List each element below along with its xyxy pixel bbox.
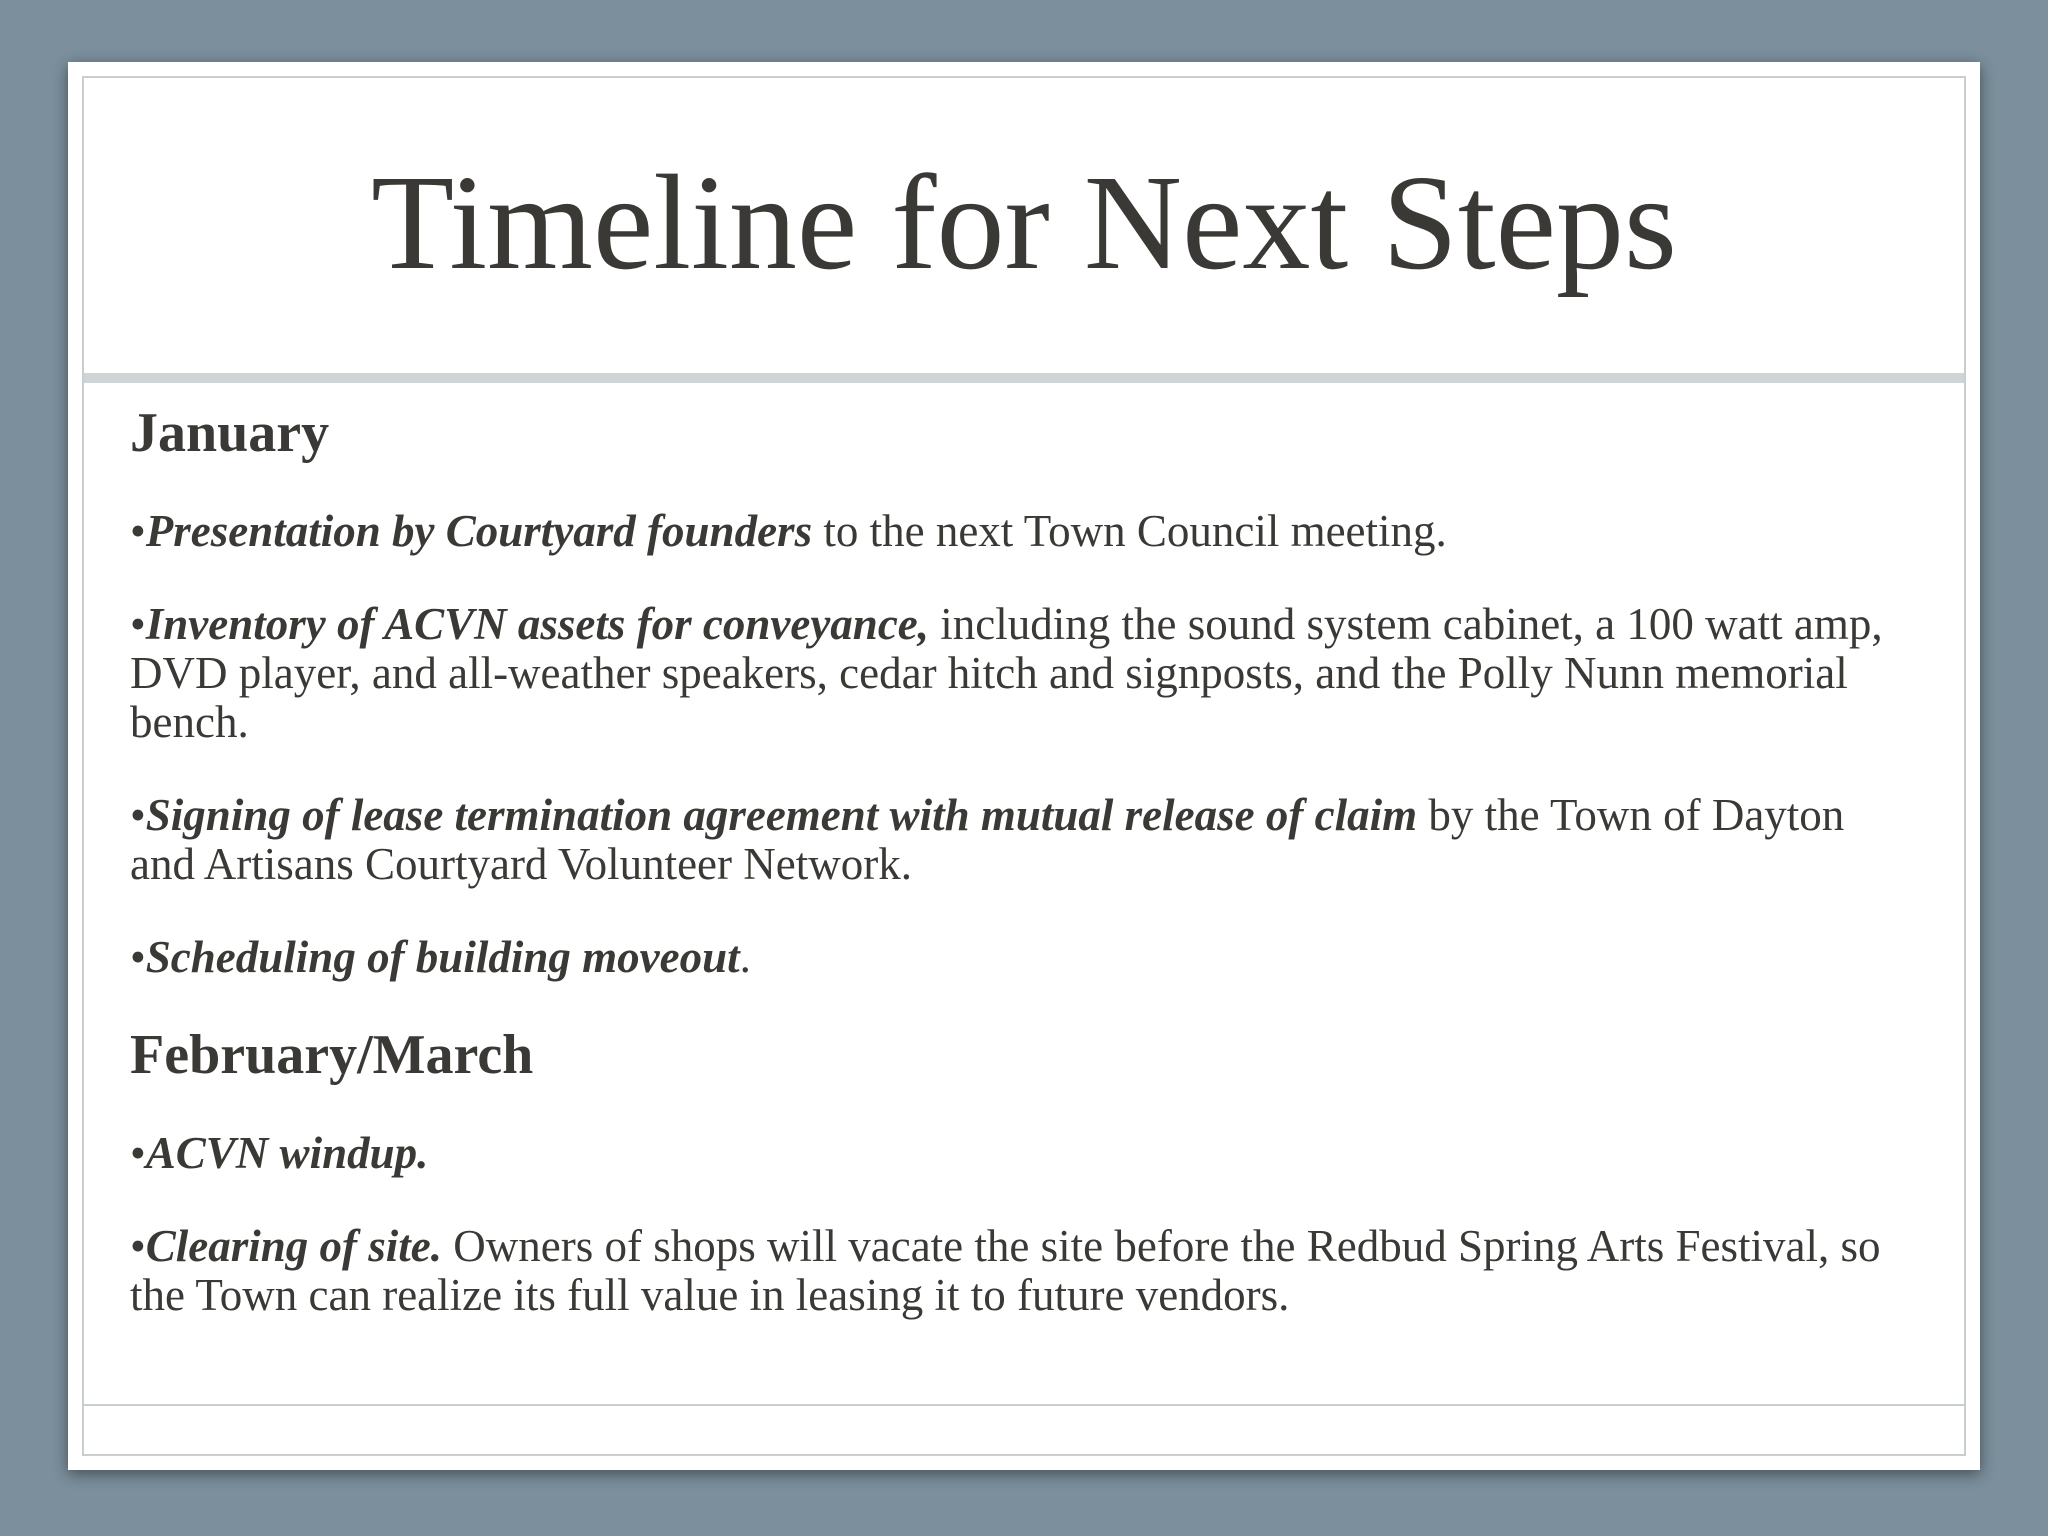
list-item	[130, 600, 1920, 747]
title-divider	[84, 373, 1964, 383]
list-item	[130, 1222, 1920, 1320]
slide	[68, 62, 1980, 1470]
bullet: •	[130, 506, 146, 557]
bullet: •	[130, 1128, 146, 1179]
item-text: .	[739, 932, 751, 983]
item-emphasis: Scheduling of building moveout	[145, 932, 740, 983]
item-emphasis: Presentation by Courtyard founders	[145, 506, 813, 557]
list-item	[130, 507, 1920, 556]
slide-body	[130, 400, 1920, 1320]
list-item	[130, 791, 1920, 889]
item-text: Owners of shops will vacate the site before the Redbud Spring Arts Festival, so the Town can realize its full value in leasing it to future vendors.	[130, 1221, 1881, 1321]
item-text: by the Town of Dayton and Artisans Courtyard Volunteer Network.	[130, 790, 1845, 890]
slide-title: Timeline for Next Steps	[371, 148, 1677, 298]
item-emphasis: Inventory of ACVN assets for conveyance,	[145, 599, 930, 650]
item-emphasis: Signing of lease termination agreement with mutual release of claim	[145, 790, 1418, 841]
section-heading-february-march: February/March	[130, 1024, 534, 1087]
item-emphasis: Clearing of site.	[145, 1221, 443, 1272]
item-text: to the next Town Council meeting.	[812, 506, 1447, 557]
item-text: including the sound system cabinet, a 100 watt amp, DVD player, and all-weather speakers, cedar hitch and signposts, and the Polly Nunn memorial bench.	[130, 599, 1883, 748]
list-item	[130, 1129, 1920, 1178]
bullet: •	[130, 932, 146, 983]
item-emphasis: ACVN windup.	[145, 1128, 429, 1179]
bullet: •	[130, 599, 146, 650]
bullet: •	[130, 790, 146, 841]
section-heading-january: January	[130, 402, 330, 464]
bullet: •	[130, 1221, 146, 1272]
footer-divider	[84, 1404, 1964, 1406]
list-item	[130, 933, 1920, 982]
